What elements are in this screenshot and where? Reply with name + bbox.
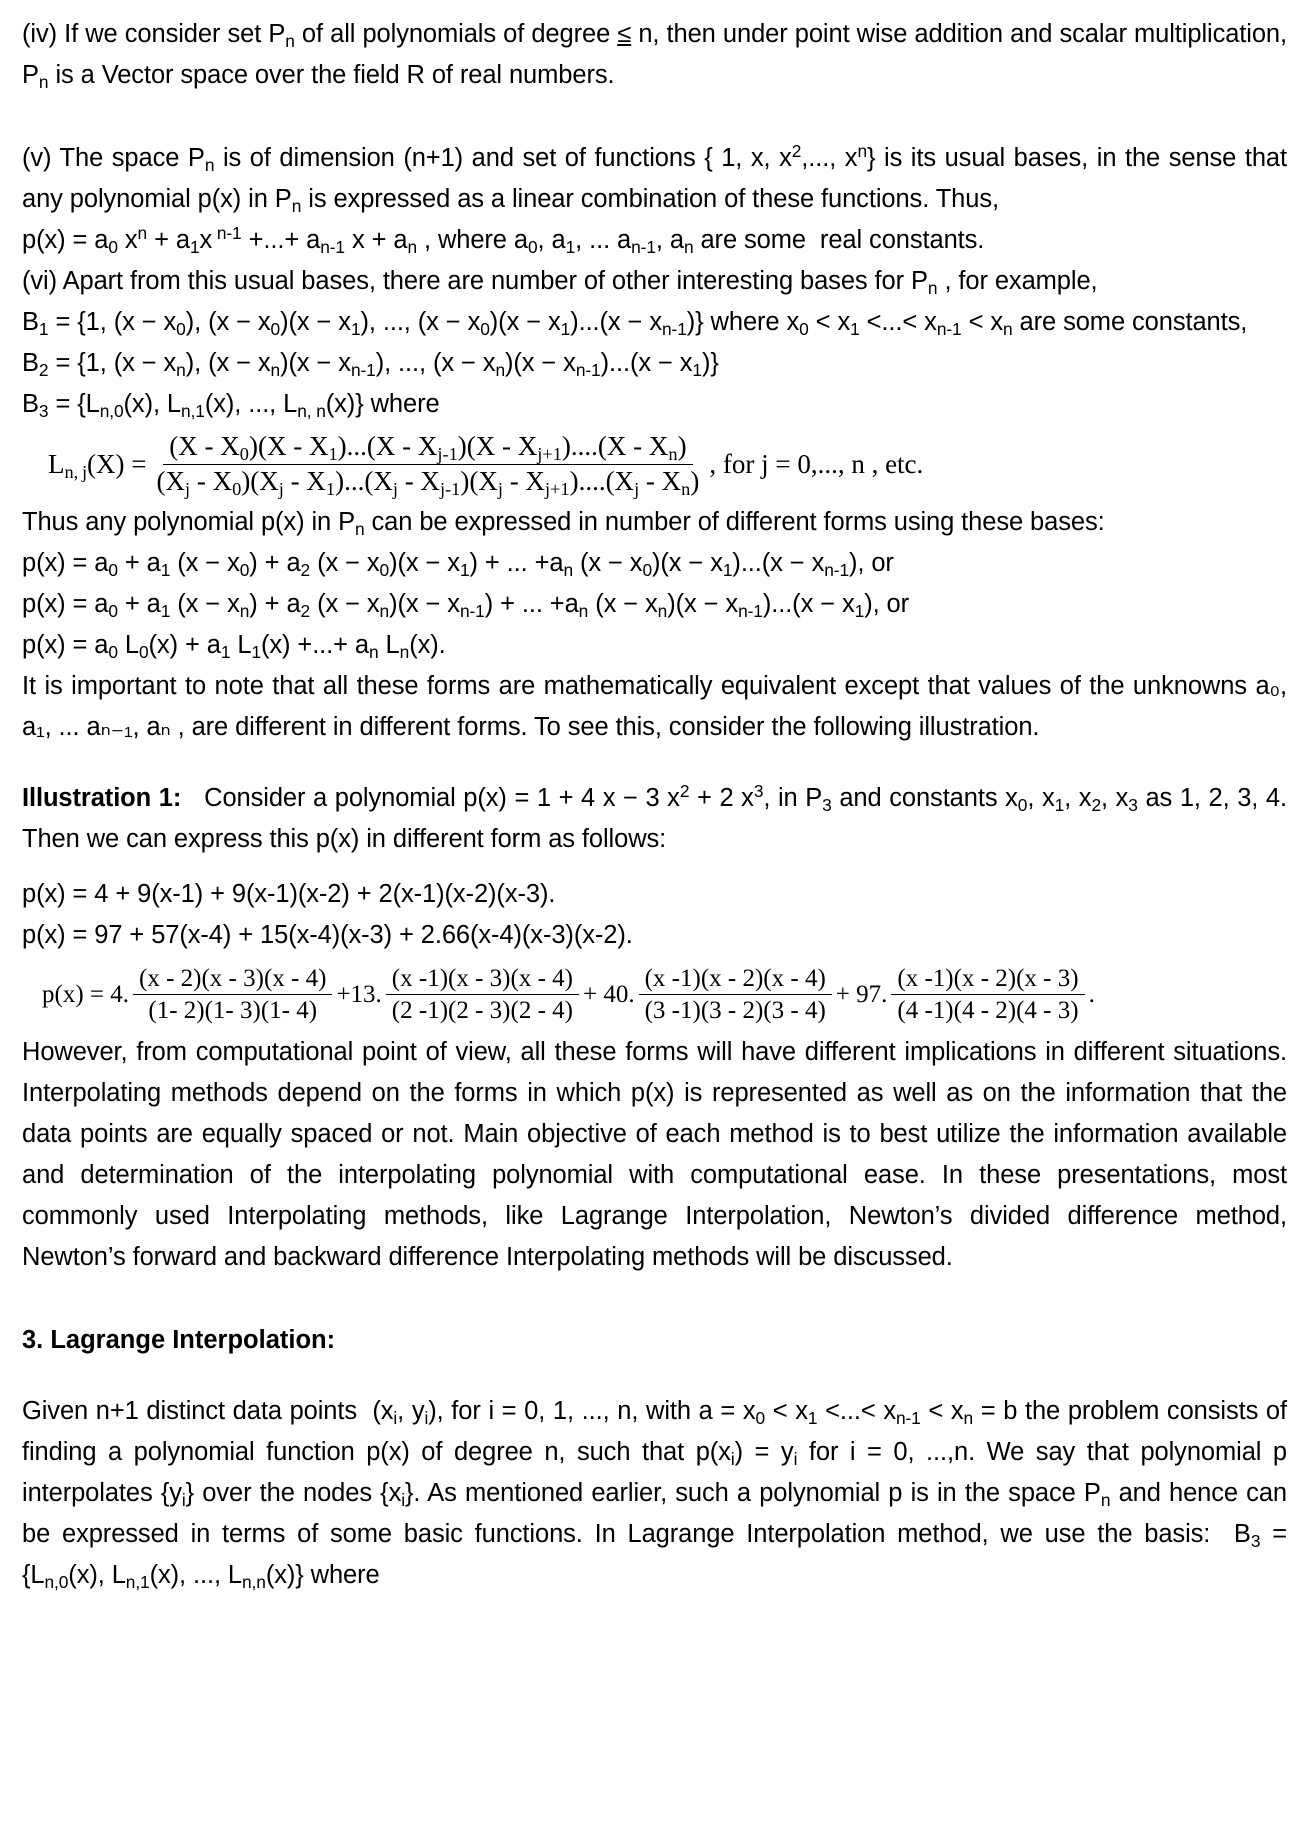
fraction-numerator: (x -1)(x - 2)(x - 3) bbox=[891, 964, 1084, 996]
fraction-denominator: (3 -1)(3 - 2)(3 - 4) bbox=[644, 997, 826, 1025]
fraction-denominator: (2 -1)(2 - 3)(2 - 4) bbox=[391, 997, 573, 1025]
equation-illustration-lagrange bbox=[22, 964, 1287, 1026]
formula-basis-b2: $B_2 = \{1$, $(x - x_n)$, $(x - x_n)(x - x_{n-1})$, ..., $(x - x_n)(x - x_{n-1})...(x - x_1)$} bbox=[22, 349, 719, 380]
fraction-numerator: $(X - X_0)(X - X_1)...(X - X_{j-1})(X - X_{j+1})....(X - X_n)$ bbox=[163, 431, 692, 465]
formula-illustration-form-1: p(x) = 4 + 9(x-1) + 9(x-1)(x-2) + 2(x-1)(x-2)(x-3). bbox=[22, 879, 556, 908]
fraction-numerator: (x -1)(x - 2)(x - 4) bbox=[639, 964, 832, 996]
formula-newton-forward-form: $p(x) = a_0 + a_1$ $(x - x_0) + a_2$ $(x - x_0)(x - x_1)$ + ... $+a_n$ $(x - x_0)(x - x_1)...(x - x_{n-1})$, or bbox=[22, 548, 894, 580]
fraction-term-1 bbox=[133, 964, 332, 1026]
formula-polynomial-standard-form: $p(x) = a_0$ $x^n + a_1x$ $^{n-1}$ +...+ $a_{n-1}$ $x + a_n$ , where $a_0$, $a_1$, ... $a_{n-1}$, $a_n$ are some real constants. bbox=[22, 222, 985, 257]
equation-operator-plus-13: +13. bbox=[336, 980, 382, 1008]
fraction-term-4 bbox=[891, 964, 1084, 1026]
formula-basis-b3: $B_3 = \{L_{n,0}(x)$, $L_{n,1}(x)$, ..., $L_{n, n}(x)$} where bbox=[22, 390, 440, 421]
formula-newton-backward-form: $p(x) = a_0 + a_1$ $(x - x_n) + a_2$ $(x - x_n)(x - x_{n-1})$ + ... $+a_n$ $(x - x_n)(x - x_{n-1})...(x - x_1)$, or bbox=[22, 589, 910, 621]
spacer bbox=[22, 860, 1287, 874]
section-heading-lagrange-interpolation: 3. Lagrange Interpolation: bbox=[22, 1325, 336, 1354]
equation-lhs: p(x) = 4. bbox=[42, 980, 129, 1008]
spacer bbox=[22, 96, 1287, 138]
paragraph-item-iv: (iv) If we consider set $P_n$ of all polynomials of degree ≤ n, then under point wise addition and scalar multiplication, $P_n$ is a Vector space over the field R of real numbers. bbox=[22, 20, 1287, 92]
fraction-term-3 bbox=[639, 964, 832, 1026]
equation-trailer: , for j = 0,..., n , etc. bbox=[709, 448, 924, 479]
equation-operator-plus-40: + 40. bbox=[582, 980, 635, 1008]
fraction-denominator: $(X_j - X_0)(X_j - X_1)...(X_j - X_{j-1})(X_j - X_{j+1})....(X_j - X_n)$ bbox=[156, 465, 700, 499]
equation-lhs: $L_{n, j}(X)$ = bbox=[48, 448, 147, 482]
formula-illustration-form-2: p(x) = 97 + 57(x-4) + 15(x-4)(x-3) + 2.66(x-4)(x-3)(x-2). bbox=[22, 920, 633, 949]
paragraph-important-note: It is important to note that all these forms are mathematically equivalent except that values of the unknowns a₀, a₁, ... aₙ₋₁, aₙ , are different in different forms. To see this, consider the following illustration. bbox=[22, 671, 1287, 741]
less-than-equal-symbol: ≤ bbox=[617, 20, 632, 48]
paragraph-item-vi: (vi) Apart from this usual bases, there are number of other interesting bases for $P_n$ , for example, bbox=[22, 267, 1098, 298]
illustration-label: Illustration 1: bbox=[22, 783, 182, 812]
fraction-term-2 bbox=[386, 964, 579, 1026]
paragraph-illustration-1: Illustration 1: Consider a polynomial p(x) = 1 + 4 x − 3 $x^2 + 2$ $x^3$, in $P_3$ and constants $x_0$, $x_1$, $x_2$, $x_3$ as 1, 2, 3, 4. Then we can express this p(x) in different form as follows: bbox=[22, 780, 1287, 853]
equation-operator-plus-97: + 97. bbox=[835, 980, 888, 1008]
formula-basis-b1: $B_1 = \{1$, $(x - x_0)$, $(x - x_0)(x - x_1)$, ..., $(x - x_0)(x - x_1)...(x - x_{n-1})$} where $x_0 < x_1$ <...< $x_{n-1} < x_n$ are some constants, bbox=[22, 308, 1248, 339]
equation-tail-period: . bbox=[1088, 980, 1095, 1008]
equation-lagrange-basis bbox=[22, 431, 1287, 498]
fraction-numerator: (x -1)(x - 3)(x - 4) bbox=[386, 964, 579, 996]
fraction-denominator: (1- 2)(1- 3)(1- 4) bbox=[148, 997, 318, 1025]
paragraph-given-data-points: Given n+1 distinct data points ($x_i$, $y_i$), for i = 0, 1, ..., n, with $a = x_0 < x_1$ <...< $x_{n-1} < x_n = b$ the problem consists of finding a polynomial function p(x) of degree n, such that $p(x_i) = y_i$ for i = 0, ...,n. We say that polynomial p interpolates $\{y_i\}$ over the nodes $\{x_i\}$. As mentioned earlier, such a polynomial p is in the space $P_n$ and hence can be expressed in terms of some basic functions. In Lagrange Interpolation method, we use the basis: $B_3 = \{L_{n,0}(x)$, $L_{n,1}(x)$, ..., $L_{n,n}(x)$} where bbox=[22, 1396, 1287, 1592]
spacer bbox=[22, 1278, 1287, 1320]
spacer bbox=[22, 748, 1287, 778]
fraction-numerator: (x - 2)(x - 3)(x - 4) bbox=[133, 964, 332, 996]
paragraph-thus-any-polynomial: Thus any polynomial p(x) in $P_n$ can be expressed in number of different forms using these bases: bbox=[22, 507, 1105, 539]
formula-lagrange-form: $p(x) = a_0$ $L_0(x) + a_1$ $L_1(x)$ +...+ $a_n$ $L_n(x)$. bbox=[22, 630, 446, 662]
fraction-lagrange-basis bbox=[151, 431, 706, 498]
paragraph-however-computational: However, from computational point of view, all these forms will have different implications in different situations. Interpolating methods depend on the forms in which p(x) is represented as well as on the information that the data points are equally spaced or not. Main objective of each method is to best utilize the information available and determination of the interpolating polynomial with computational ease. In these presentations, most commonly used Interpolating methods, like Lagrange Interpolation, Newton’s divided difference method, Newton’s forward and backward difference Interpolating methods will be discussed. bbox=[22, 1037, 1287, 1271]
fraction-denominator: (4 -1)(4 - 2)(4 - 3) bbox=[897, 997, 1079, 1025]
spacer bbox=[22, 1361, 1287, 1391]
paragraph-item-v: (v) The space $P_n$ is of dimension (n+1) and set of functions { 1, x, $x^2$,..., $x^n$} is its usual bases, in the sense that any polynomial p(x) in $P_n$ is expressed as a linear combination of these functions. Thus, bbox=[22, 140, 1287, 216]
